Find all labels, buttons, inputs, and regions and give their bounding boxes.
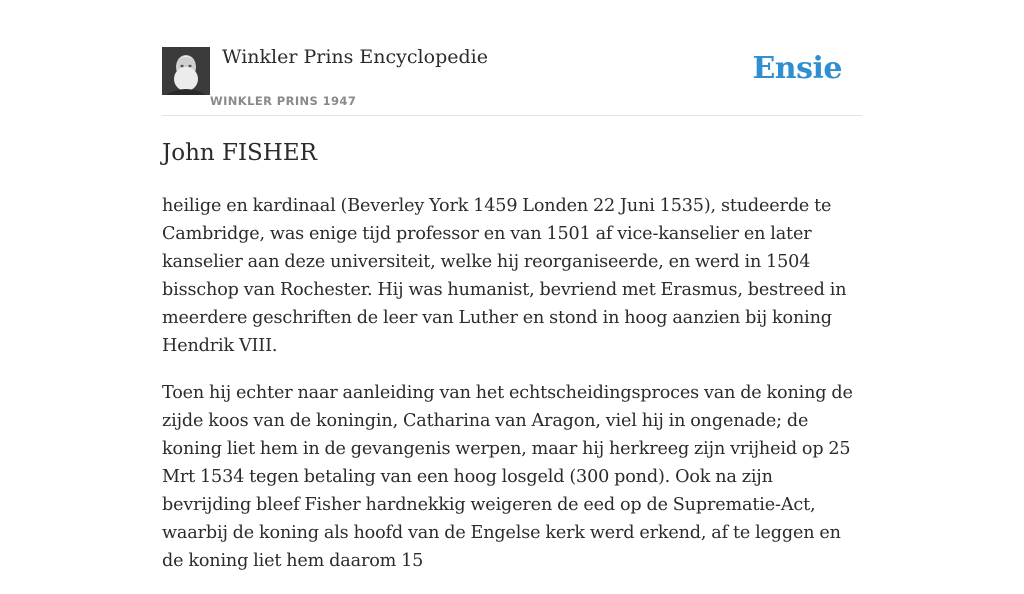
article-paragraph: heilige en kardinaal (Beverley York 1459 Londen 22 Juni 1535), studeerde te Cambridge, was enige tijd professor en van 1501 af vice-kanselier en later kanselier aan deze universiteit, welke hij reorganiseerde, en werd in 1504 bisschop van Rochester. Hij was humanist, bevriend met Erasmus, bestreed in meerdere geschriften de leer van Luther en stond in hoog aanzien bij koning Hendrik VIII.: [162, 196, 847, 356]
source-header: [162, 0, 862, 116]
portrait-avatar-icon[interactable]: [162, 47, 210, 95]
source-edition[interactable]: WINKLER PRINS 1947: [210, 94, 357, 108]
ensie-logo-link[interactable]: Ensie: [752, 51, 842, 86]
article-title: John FISHER: [162, 140, 317, 166]
article-body: [162, 192, 862, 594]
article-paragraph: Toen hij echter naar aanleiding van het echtscheidingsproces van de koning de zijde koos van de koningin, Catharina van Aragon, viel hij in ongenade; de koning liet hem in de gevangenis werpen, maar hij herkreeg zijn vrijheid op 25 Mrt 1534 tegen betaling van een hoog losgeld (300 pond). Ook na zijn bevrijding bleef Fisher hardnekkig weigeren de eed op de Suprematie-Act, waarbij de koning als hoofd van de Engelse kerk werd erkend, af te leggen en de koning liet hem daarom 15: [162, 383, 853, 571]
article-page: [162, 0, 862, 571]
source-title[interactable]: Winkler Prins Encyclopedie: [222, 46, 488, 68]
